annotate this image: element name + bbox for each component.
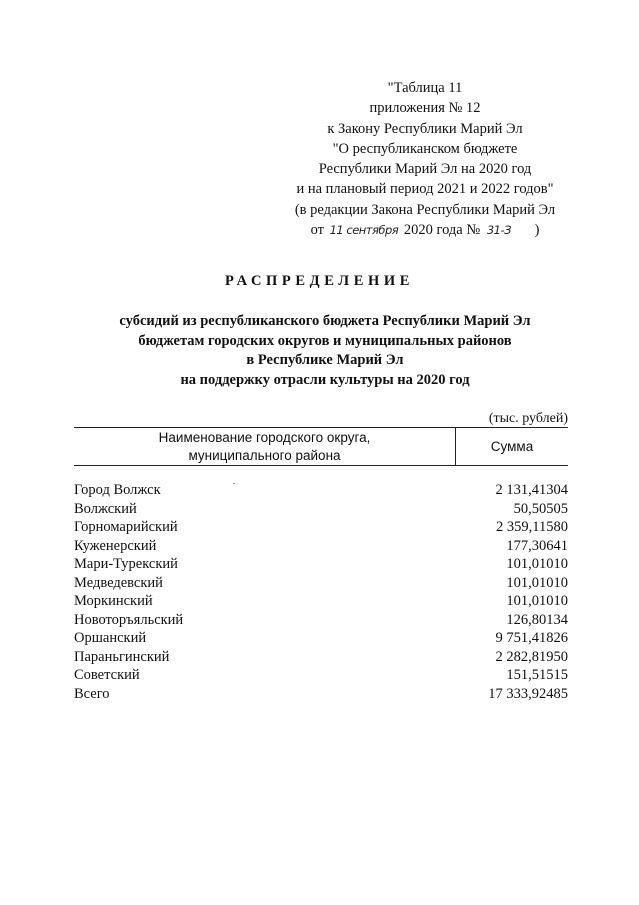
table-row bbox=[74, 574, 568, 593]
header-sum-cell: Сумма bbox=[490, 439, 534, 454]
row-name: Моркинский bbox=[74, 593, 153, 610]
row-amount: 17 333,92485 bbox=[488, 686, 568, 703]
row-name: Советский bbox=[74, 667, 140, 684]
date-suffix: ) bbox=[534, 222, 540, 239]
row-amount: 2 131,41304 bbox=[495, 482, 568, 498]
row-name: Горномарийский bbox=[74, 519, 178, 536]
appendix-line-table: "Таблица 11 bbox=[387, 80, 463, 96]
table-row bbox=[74, 611, 568, 630]
row-amount: 2 359,11580 bbox=[496, 519, 568, 536]
row-amount: 101,01010 bbox=[506, 574, 568, 591]
row-name: Оршанский bbox=[74, 630, 147, 647]
table-row bbox=[74, 518, 568, 537]
date-middle: 2020 года № bbox=[403, 222, 481, 239]
table-header bbox=[74, 427, 568, 466]
appendix-line-law: к Закону Республики Марий Эл bbox=[327, 120, 523, 137]
row-name: Волжский bbox=[74, 500, 137, 517]
row-amount: 50,50505 bbox=[513, 500, 568, 517]
table-row bbox=[74, 629, 568, 648]
appendix-line-budget: "О республиканском бюджете bbox=[332, 140, 518, 157]
row-amount: 101,01010 bbox=[506, 556, 568, 573]
appendix-header bbox=[260, 78, 590, 240]
table-row bbox=[74, 500, 568, 519]
appendix-line-annex: приложения № 12 bbox=[369, 100, 481, 117]
subtitle-line-3: в Республике Марий Эл bbox=[246, 352, 404, 368]
appendix-line-edition: (в редакции Закона Республики Марий Эл bbox=[294, 201, 556, 218]
row-name: Всего bbox=[74, 686, 110, 703]
handwritten-number: 31-З bbox=[486, 223, 511, 238]
row-name: Новоторъяльский bbox=[74, 611, 184, 628]
header-name-line-1: Наименование городского округа, bbox=[158, 430, 371, 445]
subtitle-line-4: на поддержку отрасли культуры на 2020 год bbox=[180, 371, 470, 388]
header-name-line-2: муниципального района bbox=[188, 447, 341, 463]
document-subtitle bbox=[60, 312, 590, 390]
table-row bbox=[74, 537, 568, 556]
table-row bbox=[74, 481, 568, 500]
row-name: Мари-Турекский bbox=[74, 556, 178, 573]
date-prefix: от bbox=[310, 222, 324, 239]
row-name: Параньгинский bbox=[74, 648, 170, 665]
row-name: Город Волжск bbox=[74, 482, 161, 498]
row-amount: 126,80134 bbox=[506, 611, 568, 628]
subtitle-line-2: бюджетам городских округов и муниципальных районов bbox=[138, 332, 512, 349]
document-title: РАСПРЕДЕЛЕНИЕ bbox=[225, 273, 414, 289]
table-row bbox=[74, 592, 568, 611]
row-amount: 2 282,81950 bbox=[495, 648, 568, 665]
table-row-total bbox=[74, 685, 568, 704]
row-amount: 101,01010 bbox=[506, 593, 568, 610]
header-name-cell bbox=[74, 428, 456, 465]
row-amount: 177,30641 bbox=[506, 537, 568, 554]
subtitle-line-1: субсидий из республиканского бюджета Республики Марий Эл bbox=[119, 313, 531, 329]
appendix-line-period: и на плановый период 2021 и 2022 годов" bbox=[296, 181, 554, 198]
handwritten-date: 11 сентября bbox=[329, 223, 399, 238]
table-body bbox=[74, 481, 568, 704]
appendix-line-republic: Республики Марий Эл на 2020 год bbox=[318, 161, 532, 178]
row-name: Куженерский bbox=[74, 537, 157, 554]
row-name: Медведевский bbox=[74, 574, 163, 591]
table-row bbox=[74, 648, 568, 667]
row-amount: 151,51515 bbox=[506, 667, 568, 684]
row-amount: 9 751,41826 bbox=[495, 630, 568, 647]
table-row bbox=[74, 666, 568, 685]
table-row bbox=[74, 555, 568, 574]
units-label: (тыс. рублей) bbox=[488, 411, 568, 426]
appendix-line-date bbox=[260, 220, 590, 240]
